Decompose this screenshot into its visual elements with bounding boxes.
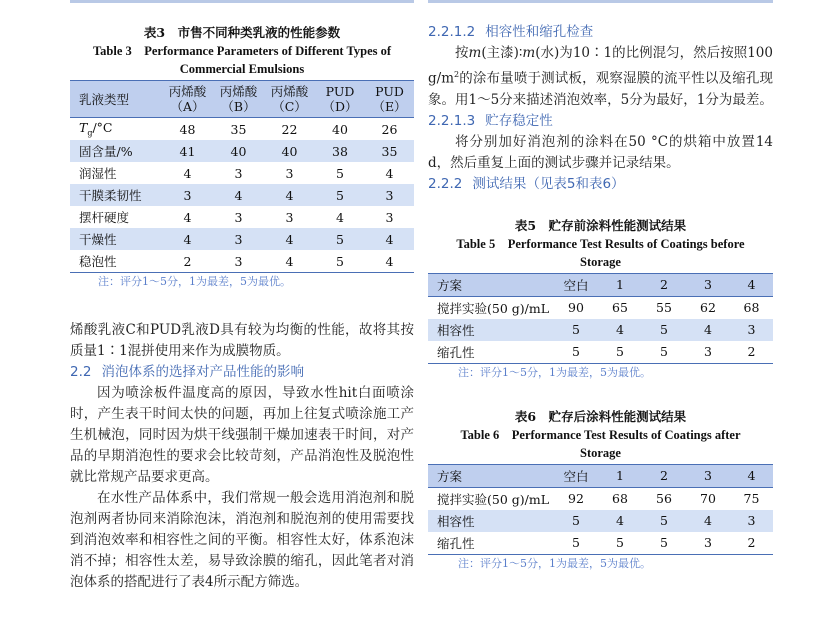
table5-cell: 55 <box>656 300 672 315</box>
table6-cell: 4 <box>686 510 730 532</box>
table3-row-label: 摆杆硬度 <box>79 210 130 225</box>
table5-cell: 3 <box>730 319 773 341</box>
table6-row-crater <box>428 532 773 555</box>
table3-cell: 4 <box>183 209 192 225</box>
table5-cell: 68 <box>743 300 760 315</box>
left-paragraph-1: 烯酸乳液C和PUD乳液D具有较为均衡的性能，故将其按质量1∶1混拼使用来作为成膜物质。 <box>70 322 414 359</box>
table5 <box>428 273 773 364</box>
table3-row-flexibility <box>70 184 414 206</box>
table6-cell: 5 <box>642 532 686 555</box>
table3-cell: 4 <box>183 165 192 181</box>
table6-cell: 56 <box>656 491 672 506</box>
table3-cell: 40 <box>264 140 315 162</box>
table5-header-cell: 空白 <box>554 273 598 296</box>
table3-header-cell: 丙烯酸 （B） <box>213 81 264 118</box>
table5-cell: 4 <box>598 319 642 341</box>
table5-header-cell: 2 <box>642 273 686 296</box>
table3-cell: 3 <box>365 184 414 206</box>
table6 <box>428 464 773 555</box>
table5-header-cell: 1 <box>598 273 642 296</box>
table5-row-label: 搅拌实验(50 g)/mL <box>437 300 549 316</box>
table3-cell: 4 <box>336 209 344 225</box>
table3-row-hardness <box>70 206 414 228</box>
table3-cell: 3 <box>213 228 264 250</box>
table5-cell: 90 <box>568 300 584 315</box>
table3-header-row <box>70 81 414 118</box>
table5-cell: 2 <box>730 341 773 364</box>
table5-header-cell: 3 <box>686 273 730 296</box>
table6-caption-cn: 表6 贮存后涂料性能测试结果 <box>514 408 687 424</box>
table3-header-cell: 丙烯酸 （A） <box>162 81 213 118</box>
table5-row-compatibility <box>428 319 773 341</box>
table6-row-stirring <box>428 487 773 510</box>
table6-cell: 5 <box>642 510 686 532</box>
right-paragraph-1: 按m(主漆)∶m(水)为10∶1的比例混匀，然后按照100 $g/m^2$的涂布量喷于测试板，观察湿膜的流平性以及缩孔现象。用1～5分来描述消泡效率，5分为最好，1分为最差。 <box>428 45 773 108</box>
table3-cell: 40 <box>332 121 348 137</box>
left-paragraph-2: 因为喷涂板件温度高的原因，导致水性hit白面喷涂时，产生表干时间太快的问题，再加上往复式喷涂施工产生机械泡，同时因为烘干线强制干燥加速表干时间，对产品的早期消泡性的要求会比较苛刻，产品消泡性及脱泡性就比常规产品要求更高。 <box>70 385 414 485</box>
table6-row-label: 相容性 <box>428 510 554 532</box>
table3-cell: 4 <box>385 165 394 181</box>
table3-cell: 38 <box>315 140 365 162</box>
table3-row-label: 干燥性 <box>70 228 162 250</box>
section-heading-2-2: 2.2 消泡体系的选择对产品性能的影响 <box>70 364 304 380</box>
table5-row-stirring <box>428 296 773 319</box>
table3-cell: 35 <box>230 121 247 137</box>
table6-cell: 2 <box>730 532 773 555</box>
table6-header-cell: 方案 <box>428 464 554 487</box>
table3-row-wetting <box>70 162 414 184</box>
table3-cell: 3 <box>234 165 243 181</box>
table6-cell: 3 <box>730 510 773 532</box>
table3-cell: 5 <box>336 165 344 181</box>
table6-note: 注：评分1～5分，1为最差，5为最优。 <box>458 556 651 570</box>
table3-cell: 4 <box>365 228 414 250</box>
table6-cell: 92 <box>568 491 584 506</box>
table3-cell: 2 <box>162 250 213 273</box>
table3-cell: 3 <box>285 165 294 181</box>
table3-cell: 22 <box>281 121 298 137</box>
table6-row-label: 缩孔性 <box>428 532 554 555</box>
table3-cell: 4 <box>162 228 213 250</box>
table3-cell: 3 <box>285 209 294 225</box>
table5-cell: 5 <box>554 341 598 364</box>
table3-row-label: $T_g/^\circ C$ <box>79 120 113 138</box>
table3-cell: 26 <box>381 121 398 137</box>
table5-note: 注：评分1～5分，1为最差，5为最优。 <box>458 365 651 379</box>
table3-cell: 4 <box>264 184 315 206</box>
table3-row-label: 固含量/% <box>70 140 162 162</box>
table5-caption-en-2: Storage <box>580 254 621 269</box>
table3-cell: 4 <box>365 250 414 273</box>
table5-caption-en-1: Table 5 Performance Test Results of Coatings before <box>456 236 745 251</box>
table3-caption-cn: 表3 市售不同种类乳液的性能参数 <box>143 25 341 40</box>
table6-cell: 5 <box>598 532 642 555</box>
table3-row-foam-stability <box>70 250 414 273</box>
section-heading-2-2-1-3: 2.2.1.3 贮存稳定性 <box>428 112 553 129</box>
table5-cell: 5 <box>598 341 642 364</box>
table5-header-row <box>428 273 773 296</box>
left-column <box>70 0 414 593</box>
table5-cell: 62 <box>700 300 716 315</box>
table6-cell: 5 <box>554 510 598 532</box>
table5-cell: 4 <box>686 319 730 341</box>
right-column <box>428 0 773 573</box>
table3-cell: 3 <box>162 184 213 206</box>
table3-cell: 48 <box>179 121 196 137</box>
table5-cell: 5 <box>642 341 686 364</box>
section-heading-2-2-1-2: 2.2.1.2 相容性和缩孔检查 <box>428 24 594 40</box>
right-paragraph-2: 将分别加好消泡剂的涂料在50 °C的烘箱中放置14 d，然后重复上面的测试步骤并记录结果。 <box>428 133 773 171</box>
table3-cell: 4 <box>213 184 264 206</box>
table5-cell: 5 <box>642 319 686 341</box>
table6-header-row <box>428 464 773 487</box>
table3-header-cell: PUD （E） <box>365 81 414 118</box>
table6-row-compatibility <box>428 510 773 532</box>
table3 <box>70 80 414 273</box>
table3-cell: 3 <box>385 209 394 225</box>
table3-cell: 4 <box>264 228 315 250</box>
table3-row-label: 稳泡性 <box>70 250 162 273</box>
table6-row-label: 搅拌实验(50 g)/mL <box>437 491 549 507</box>
table6-caption-en-1: Table 6 Performance Test Results of Coatings after <box>460 427 741 442</box>
table3-row-tg <box>70 118 414 141</box>
table5-header-cell: 方案 <box>428 273 554 296</box>
table5-row-label: 相容性 <box>428 319 554 341</box>
table6-header-cell: 4 <box>730 464 773 487</box>
table3-header-type: 乳液类型 <box>70 81 162 118</box>
table6-header-cell: 空白 <box>554 464 598 487</box>
table3-row-label: 润湿性 <box>79 166 117 181</box>
table3-cell: 3 <box>213 250 264 273</box>
table3-row-drying <box>70 228 414 250</box>
table3-cell: 5 <box>315 184 365 206</box>
table6-header-cell: 1 <box>598 464 642 487</box>
table3-caption-en-2: Commercial Emulsions <box>179 62 305 76</box>
table3-cell: 41 <box>162 140 213 162</box>
table3-row-solids <box>70 140 414 162</box>
table3-row-label: 干膜柔韧性 <box>70 184 162 206</box>
table5-cell: 3 <box>686 341 730 364</box>
table3-caption-en-1: Table 3 Performance Parameters of Different Types of <box>92 44 392 58</box>
table5-row-crater <box>428 341 773 364</box>
table5-caption-cn: 表5 贮存前涂料性能测试结果 <box>514 217 687 233</box>
table3-cell: 4 <box>264 250 315 273</box>
table3-cell: 5 <box>315 228 365 250</box>
table5-row-label: 缩孔性 <box>428 341 554 364</box>
table3-cell: 5 <box>315 250 365 273</box>
table6-cell: 70 <box>700 491 716 506</box>
table6-header-cell: 2 <box>642 464 686 487</box>
table3-header-cell: PUD （D） <box>315 81 365 118</box>
table3-note: 注：评分1～5分，1为最差，5为最优。 <box>98 275 291 288</box>
table3-cell: 35 <box>365 140 414 162</box>
table5-cell: 5 <box>554 319 598 341</box>
table5-cell: 65 <box>612 300 628 315</box>
left-paragraph-3: 在水性产品体系中，我们常规一般会选用消泡剂和脱泡剂两者协同来消除泡沫，消泡剂和脱泡剂的使用需要找到消泡效率和相容性之间的平衡。相容性太好，体系泡沫消不掉；相容性太差，易导致涂膜的缩孔，因此笔者对消泡体系的搭配进行了表4所示配方筛选。 <box>70 490 414 590</box>
table6-cell: 75 <box>743 491 760 506</box>
table6-cell: 3 <box>686 532 730 555</box>
table6-cell: 5 <box>554 532 598 555</box>
table6-header-cell: 3 <box>686 464 730 487</box>
table6-cell: 4 <box>598 510 642 532</box>
table3-header-cell: 丙烯酸 （C） <box>264 81 315 118</box>
table6-cell: 68 <box>612 491 628 506</box>
table5-header-cell: 4 <box>730 273 773 296</box>
section-heading-2-2-2: 2.2.2 测试结果（见表5和表6） <box>428 175 625 192</box>
table6-caption-en-2: Storage <box>580 445 621 460</box>
table3-cell: 3 <box>234 209 243 225</box>
table3-cell: 40 <box>213 140 264 162</box>
